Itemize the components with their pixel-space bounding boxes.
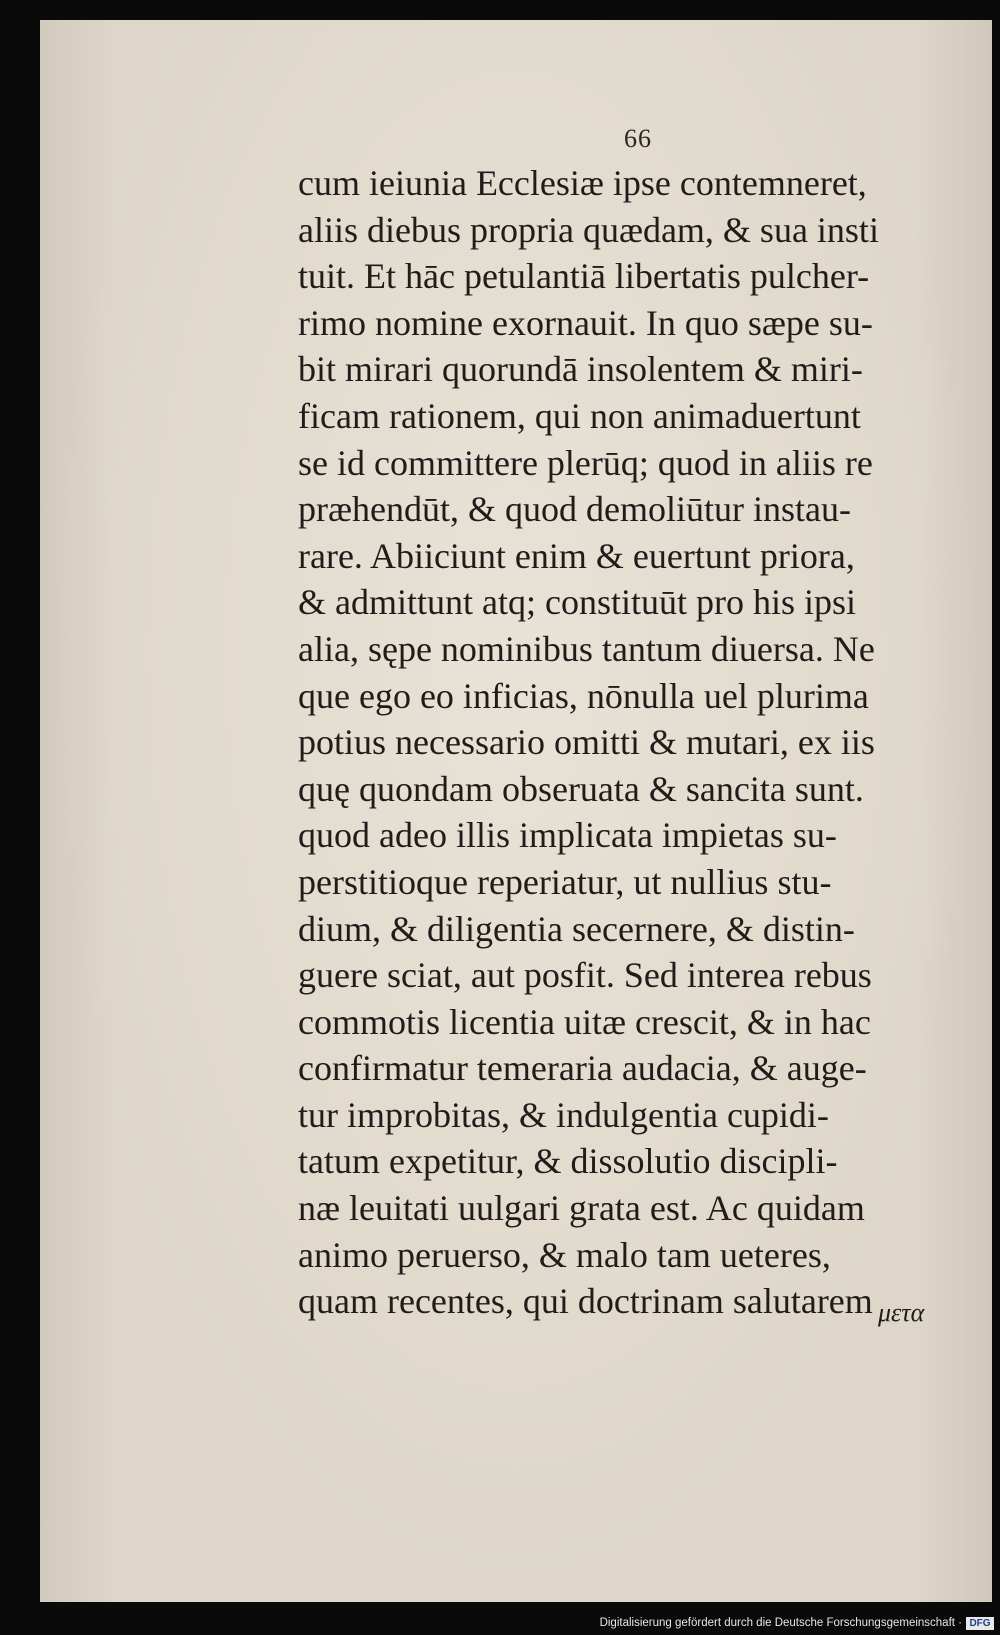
dfg-logo: DFG: [966, 1617, 994, 1630]
text-line: dium, & diligentia secernere, & distin-: [298, 908, 855, 949]
text-line: aliis diebus propria quædam, & sua insti: [298, 209, 879, 250]
text-line: confirmatur temeraria audacia, & auge-: [298, 1048, 867, 1089]
text-line: perstitioque reperiatur, ut nullius stu-: [298, 861, 832, 902]
book-page: [40, 20, 992, 1602]
text-line: tur improbitas, & indulgentia cupidi-: [298, 1094, 829, 1135]
text-line: præhendūt, & quod demoliūtur instau-: [298, 489, 851, 530]
text-line: bit mirari quorundā insolentem & miri-: [298, 349, 863, 390]
text-line: ficam rationem, qui non animaduertunt: [298, 395, 861, 436]
page-number: 66: [624, 124, 652, 153]
text-line: guere sciat, aut posfit. Sed interea rebus: [298, 955, 872, 996]
catchword: μετα: [878, 1298, 925, 1327]
body-text: [298, 160, 978, 1325]
text-line: tatum expetitur, & dissolutio discipli-: [298, 1141, 838, 1182]
text-line: quam recentes, qui doctrinam salutarem: [298, 1281, 873, 1322]
text-line: quę quondam obseruata & sancita sunt.: [298, 768, 864, 809]
text-line: alia, sępe nominibus tantum diuersa. Ne: [298, 628, 875, 669]
text-line: rare. Abiiciunt enim & euertunt priora,: [298, 535, 855, 576]
text-line: & admittunt atq; constituūt pro his ipsi: [298, 582, 856, 623]
text-line: tuit. Et hāc petulantiā libertatis pulcher-: [298, 256, 870, 297]
text-line: se id committere plerūq; quod in aliis re: [298, 442, 873, 483]
footer-credit: Digitalisierung gefördert durch die Deutsche Forschungsgemeinschaft ·: [599, 1617, 962, 1629]
text-line: næ leuitati uulgari grata est. Ac quidam: [298, 1188, 865, 1229]
text-line: potius necessario omitti & mutari, ex iis: [298, 722, 875, 763]
text-line: quod adeo illis implicata impietas su-: [298, 815, 837, 856]
text-line: cum ieiunia Ecclesiæ ipse contemneret,: [298, 163, 867, 203]
text-line: animo peruerso, & malo tam ueteres,: [298, 1234, 831, 1275]
text-line: rimo nomine exornauit. In quo sæpe su-: [298, 302, 873, 343]
text-line: que ego eo inficias, nōnulla uel plurima: [298, 675, 869, 716]
text-line: commotis licentia uitæ crescit, & in hac: [298, 1001, 871, 1042]
